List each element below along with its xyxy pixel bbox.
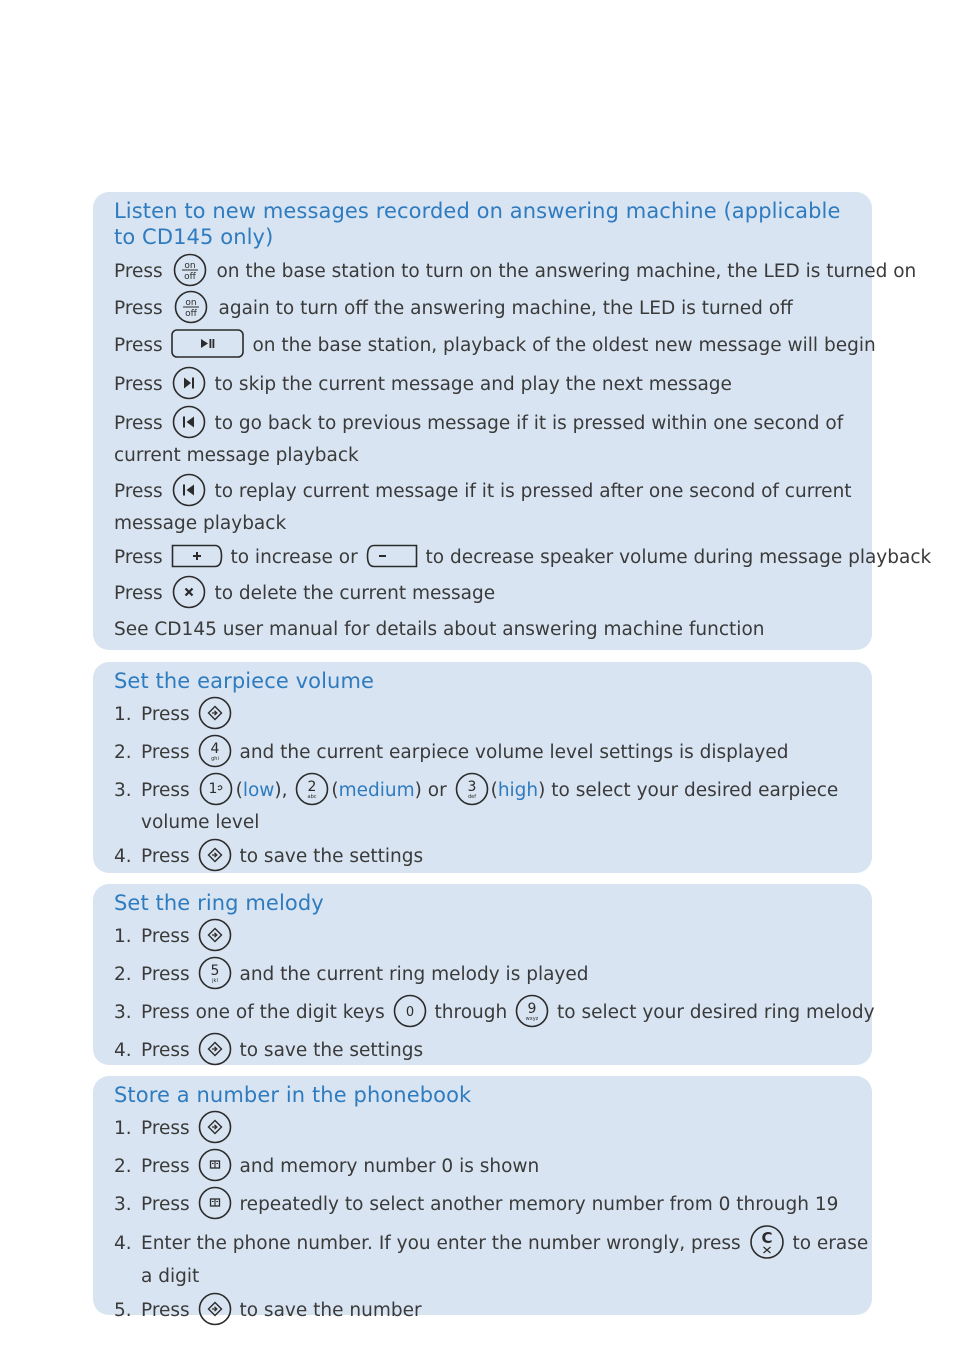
volume-up-key-icon <box>171 544 223 568</box>
earpiece-volume-title: Set the earpiece volume <box>114 669 375 693</box>
svg-text:wxyz: wxyz <box>525 1016 539 1022</box>
step-2: 2. Press and memory number 0 is shown <box>114 1150 852 1184</box>
digit-0-key-icon <box>393 994 427 1028</box>
svg-text:off: off <box>183 272 196 282</box>
step-3: 3. Press repeatedly to select another memory number from 0 through 19 <box>114 1188 852 1222</box>
instruction-line: Press on off on the base station to turn on the answering machine, the LED is turned on <box>114 255 852 289</box>
menu-key-icon <box>198 1110 232 1144</box>
answering-machine-panel <box>93 192 932 650</box>
menu-key-icon <box>198 696 232 730</box>
svg-text:on: on <box>183 261 196 271</box>
svg-text:9: 9 <box>527 1001 537 1017</box>
step-1: 1. Press <box>114 1112 852 1146</box>
svg-text:jkl: jkl <box>211 978 218 984</box>
step-4: 4. Press to save the settings <box>114 840 852 874</box>
svg-text:def: def <box>467 794 476 800</box>
phonebook-panel <box>93 1076 872 1321</box>
on-off-key-icon <box>171 290 211 324</box>
step-2: 2. Press 5 jkl and the current ring melody is played <box>114 958 852 992</box>
instruction-line: Press to replay current message if it is pressed after one second of current message playback <box>114 475 852 538</box>
svg-text:1: 1 <box>208 781 218 797</box>
menu-key-icon <box>198 1032 232 1066</box>
ring-melody-title: Set the ring melody <box>114 891 324 915</box>
earpiece-volume-panel <box>93 662 872 873</box>
phonebook-title: Store a number in the phonebook <box>114 1083 472 1107</box>
digit-9-key-icon <box>515 994 549 1028</box>
instruction-line: Press to skip the current message and play the next message <box>114 368 852 402</box>
skip-forward-key-icon <box>171 366 207 400</box>
on-off-key-icon <box>171 253 209 287</box>
svg-text:4: 4 <box>210 741 220 757</box>
digit-4-key-icon <box>198 734 232 768</box>
phonebook-key-icon <box>198 1186 232 1220</box>
svg-text:0: 0 <box>405 1005 414 1020</box>
step-4: 4. Press to save the settings <box>114 1034 852 1068</box>
svg-text:on: on <box>184 298 197 308</box>
step-1: 1. Press <box>114 698 852 732</box>
svg-text:abc: abc <box>307 794 317 800</box>
step-2: 2. Press 4 ghi and the current earpiece volume level settings is displayed <box>114 736 852 770</box>
answering-machine-title: Listen to new messages recorded on answering machine (applicable to CD145 only) <box>114 199 841 249</box>
instruction-line: See CD145 user manual for details about answering machine function <box>114 619 765 640</box>
digit-3-key-icon <box>455 772 489 806</box>
step-5: 5. Press to save the number <box>114 1294 852 1328</box>
step-4-continued: a digit <box>141 1266 200 1287</box>
digit-5-key-icon <box>198 956 232 990</box>
svg-text:3: 3 <box>467 779 477 795</box>
svg-text:5: 5 <box>210 963 220 979</box>
clear-key-icon <box>749 1224 785 1260</box>
instruction-line: Press to delete the current message <box>114 577 852 611</box>
play-pause-key-icon <box>171 329 245 359</box>
digit-1-key-icon <box>198 772 234 806</box>
step-1: 1. Press <box>114 920 852 954</box>
menu-key-icon <box>198 838 232 872</box>
step-4: 4. Enter the phone number. If you enter the number wrongly, press C to erase <box>114 1226 852 1262</box>
skip-back-key-icon <box>171 405 207 439</box>
svg-text:2: 2 <box>307 779 317 795</box>
instruction-line: Press on the base station, playback of the oldest new message will begin <box>114 331 852 361</box>
digit-2-key-icon <box>295 772 329 806</box>
delete-key-icon <box>171 575 207 609</box>
step-3: 3. Press one of the digit keys 0 through 9 wxyz to select your desired ring melody <box>114 996 852 1030</box>
step-3: 3. Press 1 (low), 2 abc (medium) or 3 def (high) to select your desired earpiece <box>114 774 852 808</box>
skip-back-key-icon <box>171 473 207 507</box>
instruction-line: Press to increase or to decrease speaker volume during message playback <box>114 543 852 572</box>
instruction-line: Press on off again to turn off the answering machine, the LED is turned off <box>114 292 852 326</box>
svg-text:ghi: ghi <box>210 756 219 762</box>
menu-key-icon <box>198 1292 232 1326</box>
menu-key-icon <box>198 918 232 952</box>
svg-text:C: C <box>761 1229 773 1247</box>
step-3-continued: volume level <box>141 812 260 833</box>
svg-text:off: off <box>184 309 197 319</box>
volume-down-key-icon <box>366 544 418 568</box>
phonebook-key-icon <box>198 1148 232 1182</box>
instruction-line: Press to go back to previous message if it is pressed within one second of current message playback <box>114 407 852 470</box>
ring-melody-panel <box>93 884 875 1065</box>
